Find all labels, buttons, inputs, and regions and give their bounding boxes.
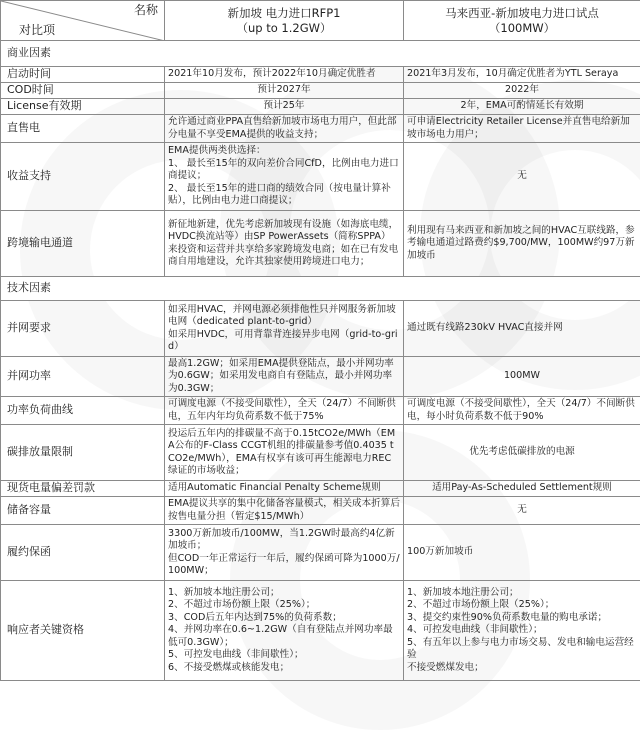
row-qualify — [1, 581, 640, 681]
row-storage — [1, 497, 640, 525]
row-power — [1, 357, 640, 397]
row-label: 收益支持 — [1, 143, 165, 211]
cell-col2: 无 — [404, 143, 640, 211]
cell-col2 — [404, 581, 640, 681]
cell-line: 3、提交约束性90%负荷系数电量的购电承诺； — [407, 612, 637, 625]
cell-col2: 可申请Electricity Retailer License并直售电给新加坡市场电力用户； — [404, 115, 640, 143]
section-business — [1, 41, 640, 67]
cell-line: 2、不超过市场份额上限（25%）； — [407, 599, 637, 612]
cell-line: 1、新加坡本地注册公司； — [168, 587, 400, 600]
cell-col2: 优先考虑低碳排放的电源 — [404, 425, 640, 481]
col2-subtitle: （100MW） — [407, 21, 637, 36]
row-label: 启动时间 — [1, 67, 165, 83]
section-title: 技术因素 — [1, 277, 640, 301]
cell-line: 6、不接受燃煤或核能发电； — [168, 662, 400, 675]
cell-col2: 2022年 — [404, 83, 640, 99]
cell-col1: 预计2027年 — [165, 83, 404, 99]
col2-header — [404, 1, 640, 41]
section-technical — [1, 277, 640, 301]
cell-col1: 新征地新建，优先考虑新加坡现有设施（如海底电缆，HVDC换流站等）由SP PowerAssets（简称SPPA）来投资和运营并共享给多家跨境发电商；如在已有发电商自用地建设，允许其独家使用跨境进口电力； — [165, 211, 404, 277]
cell-col2: 通过既有线路230kV HVAC直接并网 — [404, 301, 640, 357]
header-diagonal-cell — [1, 1, 165, 41]
cell-col1 — [165, 143, 404, 211]
cell-line: 2、不超过市场份额上限（25%）； — [168, 599, 400, 612]
row-start — [1, 67, 640, 83]
cell-col2: 100万新加坡币 — [404, 525, 640, 581]
cell-line: EMA提供两类供选择： — [168, 145, 400, 158]
row-penalty — [1, 481, 640, 497]
cell-col2: 利用现有马来西亚和新加坡之间的HVAC互联线路，参考输电通道过路费约$9,700/MW，100MW约97万新加坡币 — [404, 211, 640, 277]
row-label: 响应者关键资格 — [1, 581, 165, 681]
col1-title: 新加坡 电力进口RFP1 — [168, 6, 400, 21]
cell-line: 1、 最长至15年的双向差价合同CfD，比例由电力进口商提议； — [168, 158, 400, 183]
cell-col1 — [165, 301, 404, 357]
row-direct — [1, 115, 640, 143]
row-load — [1, 397, 640, 425]
row-label: 直售电 — [1, 115, 165, 143]
cell-col2: 2021年3月发布，10月确定优胜者为YTL Seraya — [404, 67, 640, 83]
row-label: 并网功率 — [1, 357, 165, 397]
cell-line: 不接受燃煤发电； — [407, 662, 637, 675]
cell-line: 4、并网功率在0.6~1.2GW（自有登陆点并网功率最低可0.3GW）； — [168, 624, 400, 649]
row-grid — [1, 301, 640, 357]
row-license — [1, 99, 640, 115]
cell-col1: 最高1.2GW；如采用EMA提供登陆点，最小并网功率为0.6GW；如采用发电商自有登陆点，最小并网功率为0.3GW； — [165, 357, 404, 397]
cell-line: 如采用HVAC，并网电源必须排他性只并网服务新加坡电网（dedicated plant-to-grid） — [168, 304, 400, 329]
col2-title: 马来西亚-新加坡电力进口试点 — [407, 6, 637, 21]
cell-line: 2、 最长至15年的进口商的绩效合同（按电量计算补贴），比例由电力进口商提议； — [168, 183, 400, 208]
cell-line: 3300万新加坡币/100MW，当1.2GW时最高约4亿新加坡币； — [168, 528, 400, 553]
row-label: 储备容量 — [1, 497, 165, 525]
cell-line: 4、可控发电曲线（非间歇性）； — [407, 624, 637, 637]
row-revenue — [1, 143, 640, 211]
cell-col2: 2年，EMA可酌情延长有效期 — [404, 99, 640, 115]
cell-col1: 适用Automatic Financial Penalty Scheme规则 — [165, 481, 404, 497]
cell-line: 5、有五年以上参与电力市场交易、发电和输电运营经验 — [407, 637, 637, 662]
cell-col1 — [165, 581, 404, 681]
cell-col2: 可调度电源（不接受间歇性），全天（24/7）不间断供电，每小时负荷系数不低于90% — [404, 397, 640, 425]
row-label: 现货电量偏差罚款 — [1, 481, 165, 497]
row-label: 功率负荷曲线 — [1, 397, 165, 425]
row-bond — [1, 525, 640, 581]
row-cod — [1, 83, 640, 99]
cell-col1: 允许通过商业PPA直售给新加坡市场电力用户，但此部分电量不享受EMA提供的收益支持； — [165, 115, 404, 143]
cell-col2: 100MW — [404, 357, 640, 397]
cell-col1: 投运后五年内的排碳量不高于0.15tCO2e/MWh（EMA公布的F-Class CCGT机组的排碳量参考值0.4035 tCO2e/MWh），EMA有权享有该可再生能源电力REC绿证的市场收益； — [165, 425, 404, 481]
cell-col1 — [165, 525, 404, 581]
cell-line: 3、COD后五年内达到75%的负荷系数； — [168, 612, 400, 625]
header-row — [1, 1, 640, 41]
row-carbon — [1, 425, 640, 481]
row-label: COD时间 — [1, 83, 165, 99]
cell-line: 1、新加坡本地注册公司； — [407, 587, 637, 600]
cell-col1: 预计25年 — [165, 99, 404, 115]
cell-col1: 2021年10月发布，预计2022年10月确定优胜者 — [165, 67, 404, 83]
cell-col1: 可调度电源（不接受间歇性），全天（24/7）不间断供电，五年内年均负荷系数不低于75% — [165, 397, 404, 425]
row-transmission — [1, 211, 640, 277]
compare-label: 对比项 — [19, 24, 55, 37]
row-label: License有效期 — [1, 99, 165, 115]
cell-col2: 适用Pay-As-Scheduled Settlement规则 — [404, 481, 640, 497]
row-label: 碳排放量限制 — [1, 425, 165, 481]
cell-col1: EMA提议共享的集中化储备容量模式，相关成本折算后按售电量分担（暂定$15/MWh） — [165, 497, 404, 525]
section-title: 商业因素 — [1, 41, 640, 67]
row-label: 跨境输电通道 — [1, 211, 165, 277]
col1-subtitle: （up to 1.2GW） — [168, 21, 400, 36]
col1-header — [165, 1, 404, 41]
row-label: 履约保函 — [1, 525, 165, 581]
cell-line: 但COD一年正常运行一年后，履约保函可降为1000万/100MW； — [168, 553, 400, 578]
cell-line: 5、可控发电曲线（非间歇性）； — [168, 649, 400, 662]
row-label: 并网要求 — [1, 301, 165, 357]
cell-col2: 无 — [404, 497, 640, 525]
cell-line: 如采用HVDC，可用背靠背连接异步电网（grid-to-grid） — [168, 329, 400, 354]
name-label: 名称 — [134, 4, 158, 17]
